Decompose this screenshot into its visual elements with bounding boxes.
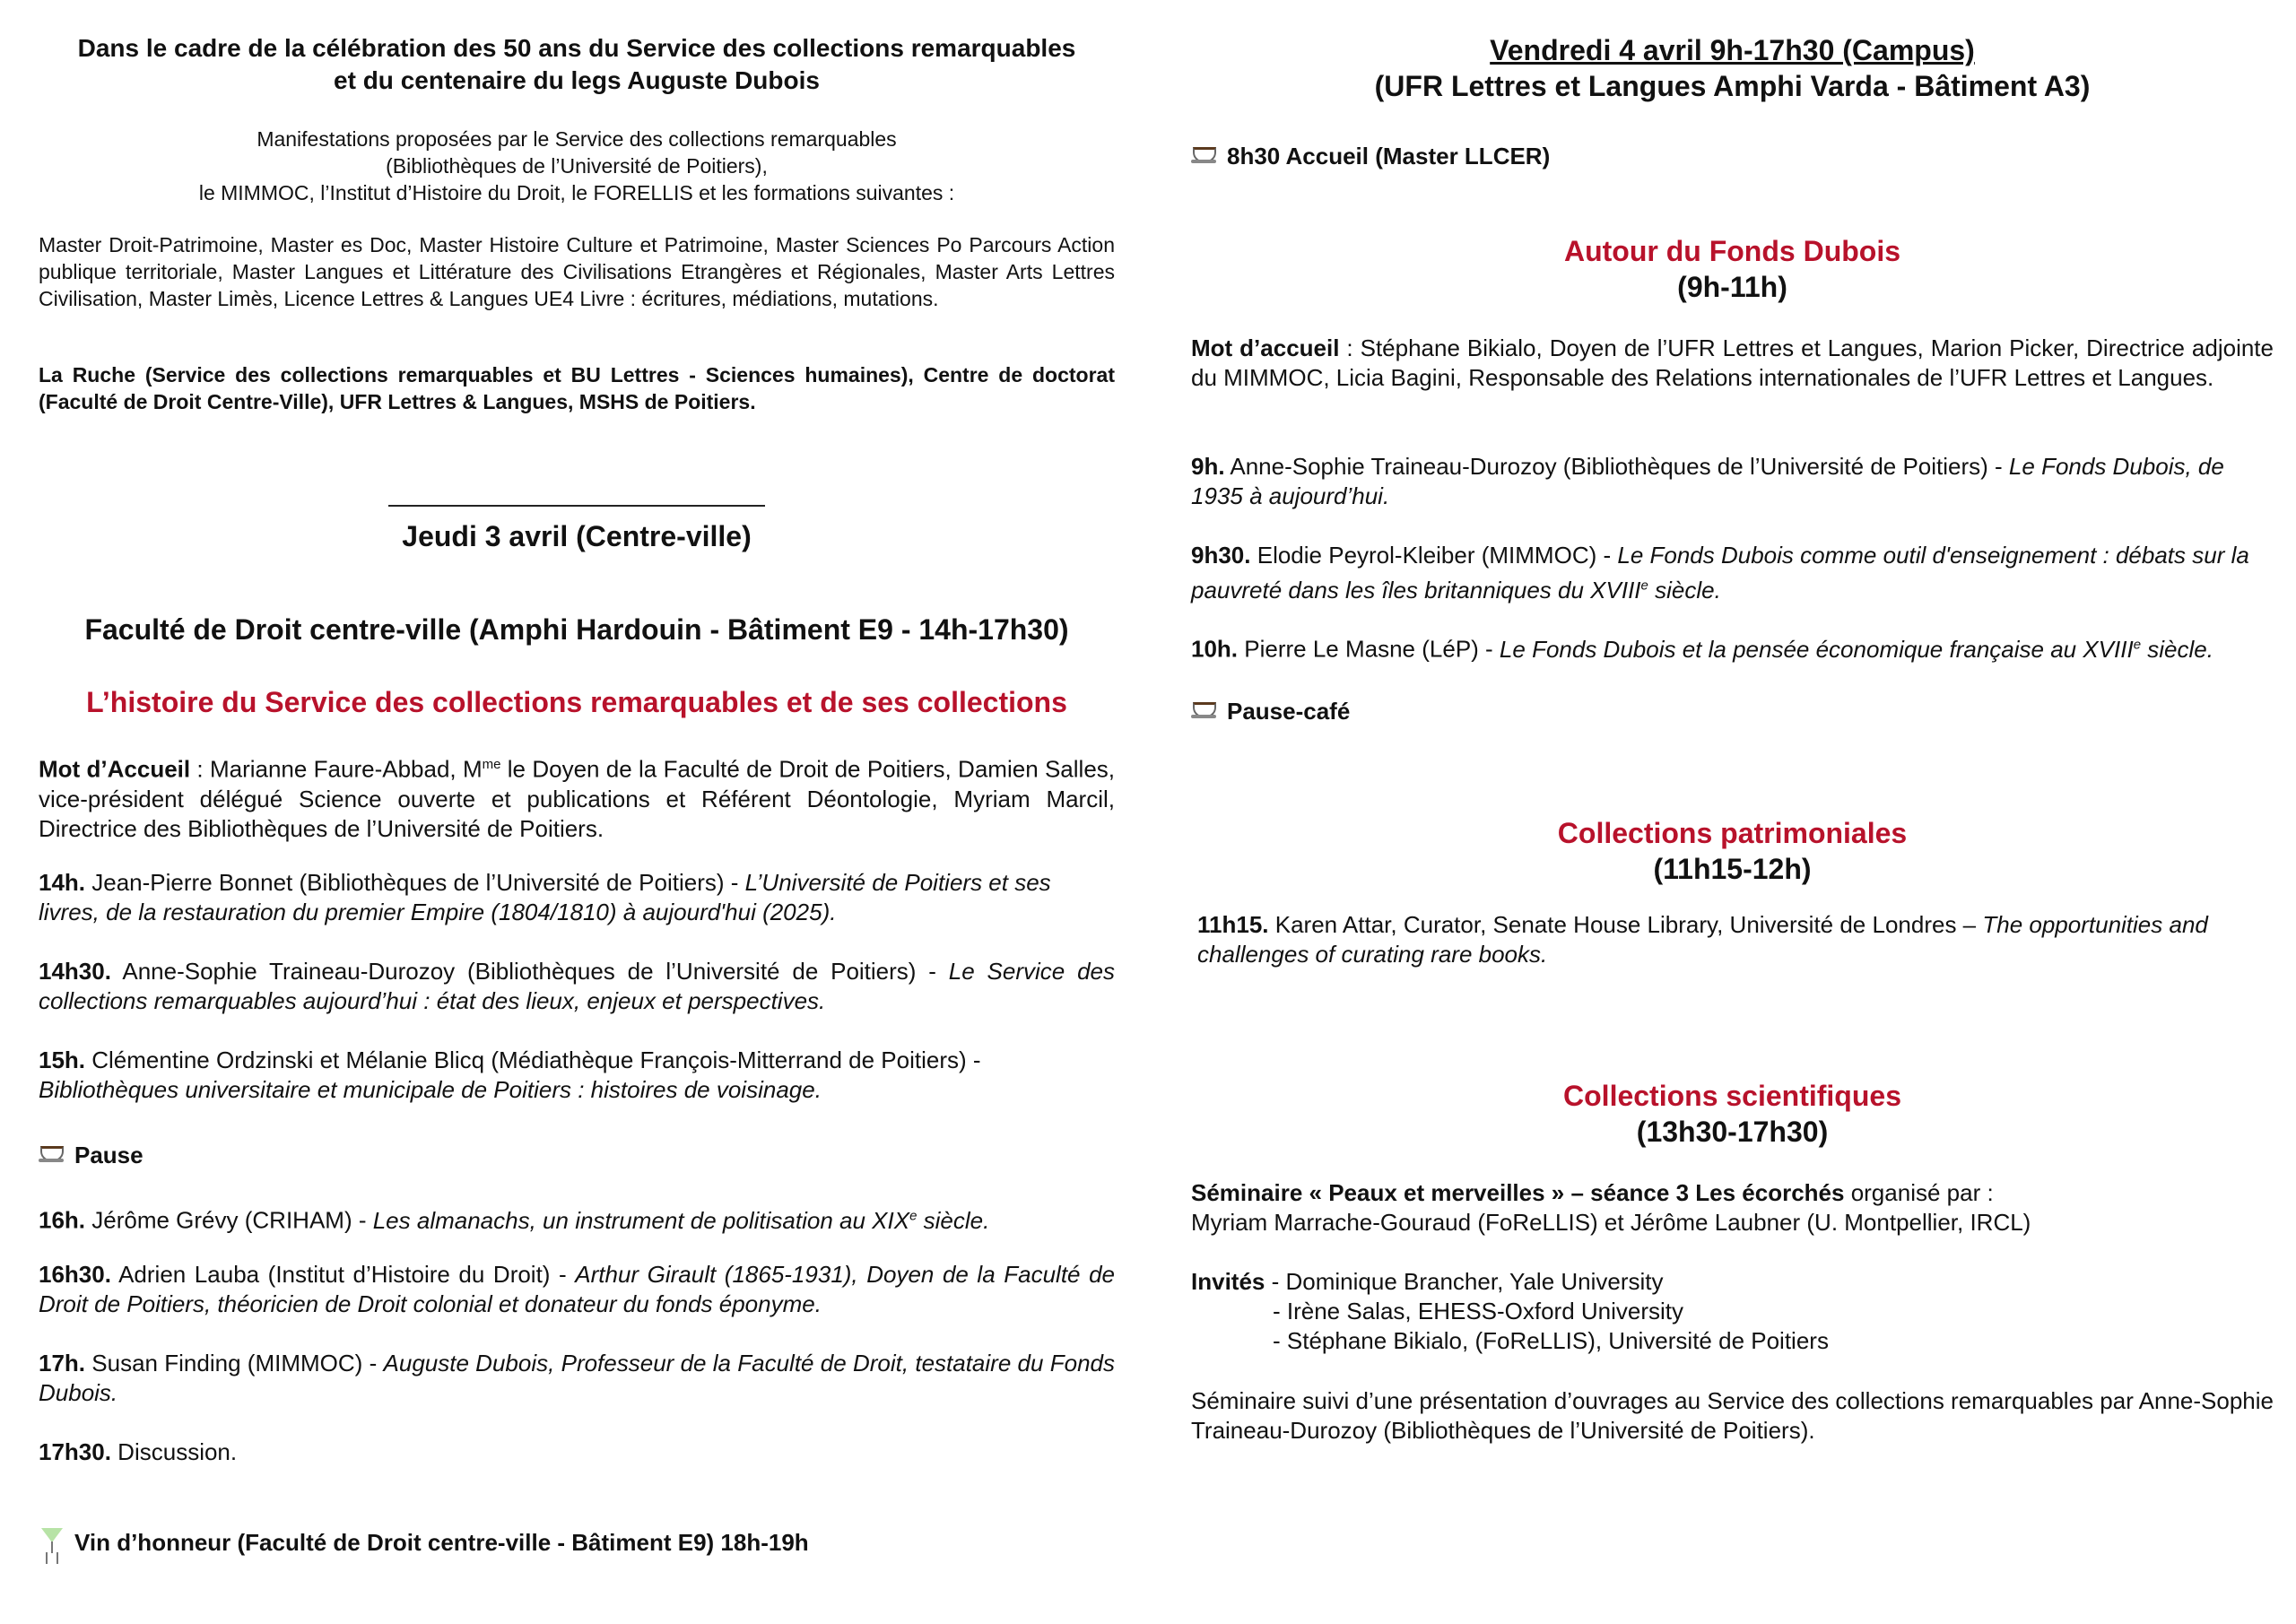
welcome-coffee-item [1191,142,2274,171]
reception-item [39,1526,1115,1558]
venue-thursday: Faculté de Droit centre-ville (Amphi Hardouin - Bâtiment E9 - 14h-17h30) [84,613,1069,646]
seminar-title: Séminaire « Peaux et merveilles » – séance 3 Les écorchés [1191,1179,1845,1206]
talk-title: L’Université de Poitiers et ses livres, de la restauration du premier Empire (1804/1810) à aujourd'hui (2025). [39,869,1051,925]
day-title-thursday: Jeudi 3 avril (Centre-ville) [402,520,752,552]
talk-speaker: Anne-Sophie Traineau-Durozoy (Bibliothèques de l’Université de Poitiers) - [1224,453,2009,480]
talk-time: 17h. [39,1350,86,1376]
talk-time: 9h. [1191,453,1225,480]
masters-list: Master Droit-Patrimoine, Master es Doc, Master Histoire Culture et Patrimoine, Master Sciences Po Parcours Action publique territoriale, Master Langues et Littérature des Civilisations Etrangères et Régionales, Master Arts Lettres Civilisation, Master Limès, Licence Lettres & Langues UE4 Livre : écritures, médiations, mutations. [39,233,1115,310]
talk-title: Bibliothèques universitaire et municipale de Poitiers : histoires de voisinage. [39,1076,822,1103]
superscript: e [1640,578,1648,593]
welcome-paragraph [1191,334,2274,393]
celebration-header [39,32,1115,97]
talk-title-text: siècle. [2141,635,2213,663]
talk-time: 9h30. [1191,542,1251,569]
divider [388,505,765,507]
talk-title: Arthur Girault (1865-1931), Doyen de la Faculté de Droit de Poitiers, théoricien de Droit colonial et donateur du fonds éponyme. [39,1261,1115,1317]
talk-speaker: Anne-Sophie Traineau-Durozoy (Bibliothèques de l’Université de Poitiers) - [110,958,949,985]
welcome-label: Mot d’accueil [1191,334,1340,361]
guest-line [1191,1267,2274,1297]
session-title: Collections patrimoniales [1557,817,1908,849]
session-time: (11h15-12h) [1653,853,1812,885]
talk-item [1191,452,2274,511]
organizers-intro [39,126,1115,206]
talk-item [39,1201,1115,1236]
header-line: Dans le cadre de la célébration des 50 ans du Service des collections remarquables [77,34,1076,62]
seminar-organizers: Myriam Marrache-Gouraud (FoReLLIS) et Jérôme Laubner (U. Montpellier, IRCL) [1191,1209,2031,1236]
coffee-cup-icon [1191,143,1218,167]
talk-time: 14h. [39,869,86,896]
talk-title-text: siècle. [1648,576,1721,604]
talk-time: 16h. [39,1206,86,1234]
pause-label: Pause [74,1142,144,1168]
talk-item [39,868,1115,927]
seminar-line [1191,1178,2274,1208]
superscript: e [2133,637,2142,652]
talk-speaker: Karen Attar, Curator, Senate House Library, Université de Londres – [1268,911,1983,938]
superscript: me [482,757,501,772]
talk-title-text: Le Fonds Dubois et la pensée économique française au XVIII [1499,635,2134,663]
coffee-cup-icon [39,1142,65,1166]
talk-item [39,957,1115,1016]
venue-friday: (UFR Lettres et Langues Amphi Varda - Bâtiment A3) [1374,70,2091,102]
talk-speaker: Jérôme Grévy (CRIHAM) - [85,1206,373,1234]
pause-item [39,1141,1115,1170]
session-title: Collections scientifiques [1563,1080,1901,1112]
talk-title-text: siècle. [917,1206,990,1234]
partners-list: La Ruche (Service des collections remarquables et BU Lettres - Sciences humaines), Centre de doctorat (Faculté de Droit Centre-Ville), UFR Lettres & Langues, MSHS de Poitiers. [39,363,1115,413]
day-title-friday: Vendredi 4 avril 9h-17h30 (Campus) [1490,34,1975,66]
discussion-item [39,1437,1115,1467]
coffee-break-item [1191,697,2274,726]
header-line: et du centenaire du legs Auguste Dubois [334,66,820,94]
guest-item: - Irène Salas, EHESS-Oxford University [1273,1298,1684,1324]
session-time: (13h30-17h30) [1636,1116,1829,1148]
welcome-coffee-label: 8h30 Accueil (Master LLCER) [1227,143,1551,169]
talk-item [39,1349,1115,1408]
seminar-organizer-label: organisé par : [1844,1179,1994,1206]
session-time: (9h-11h) [1677,271,1787,303]
talk-time: 16h30. [39,1261,111,1288]
welcome-paragraph [39,750,1115,844]
closing-paragraph: Séminaire suivi d’une présentation d’ouvrages au Service des collections remarquables par Anne-Sophie Traineau-Durozoy (Bibliothèques de l’Université de Poitiers). [1191,1387,2274,1444]
talk-time: 11h15. [1197,911,1269,938]
talk-speaker: Pierre Le Masne (LéP) - [1238,635,1500,663]
talk-time: 10h. [1191,635,1239,663]
talk-item [39,1260,1115,1319]
coffee-break-label: Pause-café [1227,698,1351,725]
talk-item [1191,541,2274,605]
talk-title: Auguste Dubois, Professeur de la Faculté de Droit, testataire du Fonds Dubois. [39,1350,1115,1406]
coffee-cup-icon [1191,699,1218,722]
guest-item: - Stéphane Bikialo, (FoReLLIS), Université de Poitiers [1273,1327,1829,1354]
talk-title [1500,636,2213,663]
welcome-text: : Marianne Faure-Abbad, M [190,755,483,783]
intro-line: (Bibliothèques de l’Université de Poitiers), [386,154,768,178]
welcome-text: le Doyen de la Faculté de Droit de Poitiers, Damien Salles, vice-président délégué Science ouverte et publications et Référent Déontologie, Myriam Marcil, Directrice des Bibliothèques de l’Université de Poitiers. [39,755,1115,842]
seminar-item [1191,1178,2274,1238]
talk-title: Le Fonds Dubois, de 1935 à aujourd’hui. [1191,453,2224,509]
session-title: Autour du Fonds Dubois [1563,235,1901,267]
intro-line: le MIMMOC, l’Institut d’Histoire du Droit, le FORELLIS et les formations suivantes : [198,181,955,204]
talk-speaker: Elodie Peyrol-Kleiber (MIMMOC) - [1250,542,1618,569]
talk-item [1197,910,2274,969]
superscript: e [909,1208,918,1223]
welcome-text: : Stéphane Bikialo, Doyen de l’UFR Lettres et Langues, Marion Picker, Directrice adjointe du MIMMOC, Licia Bagini, Responsable des Relations internationales de l’UFR Lettres et Langues. [1191,334,2274,391]
talk-title-text: Le Fonds Dubois comme outil d'enseignement : débats sur la pauvreté dans les îles britanniques du XVIII [1191,542,2249,604]
cocktail-glass-icon [39,1526,65,1555]
welcome-label: Mot d’Accueil [39,755,191,783]
talk-title: The opportunities and challenges of curating rare books. [1197,911,2208,968]
talk-speaker: Susan Finding (MIMMOC) - [85,1350,384,1376]
intro-line: Manifestations proposées par le Service des collections remarquables [257,127,897,151]
talk-title: Le Service des collections remarquables aujourd’hui : état des lieux, enjeux et perspectives. [39,958,1116,1014]
guests-label: Invités [1191,1268,1265,1295]
guests-list [1191,1267,2274,1356]
talk-speaker: Clémentine Ordzinski et Mélanie Blicq (Médiathèque François-Mitterrand de Poitiers) - [85,1046,981,1073]
talk-speaker: Adrien Lauba (Institut d’Histoire du Droit) - [110,1261,576,1288]
talk-title-text: Les almanachs, un instrument de politisation au XIX [372,1206,910,1234]
guest-item: - Dominique Brancher, Yale University [1271,1268,1664,1295]
talk-item [1191,630,2274,664]
session-title: L’histoire du Service des collections remarquables et de ses collections [86,686,1067,718]
discussion-label: Discussion. [110,1438,238,1465]
talk-time: 17h30. [39,1438,111,1465]
talk-time: 15h. [39,1046,86,1073]
reception-label: Vin d’honneur (Faculté de Droit centre-ville - Bâtiment E9) 18h-19h [74,1529,809,1556]
talk-speaker: Jean-Pierre Bonnet (Bibliothèques de l’Université de Poitiers) - [85,869,745,896]
talk-time: 14h30. [39,958,111,985]
talk-title [373,1207,990,1234]
talk-item [39,1046,1115,1105]
